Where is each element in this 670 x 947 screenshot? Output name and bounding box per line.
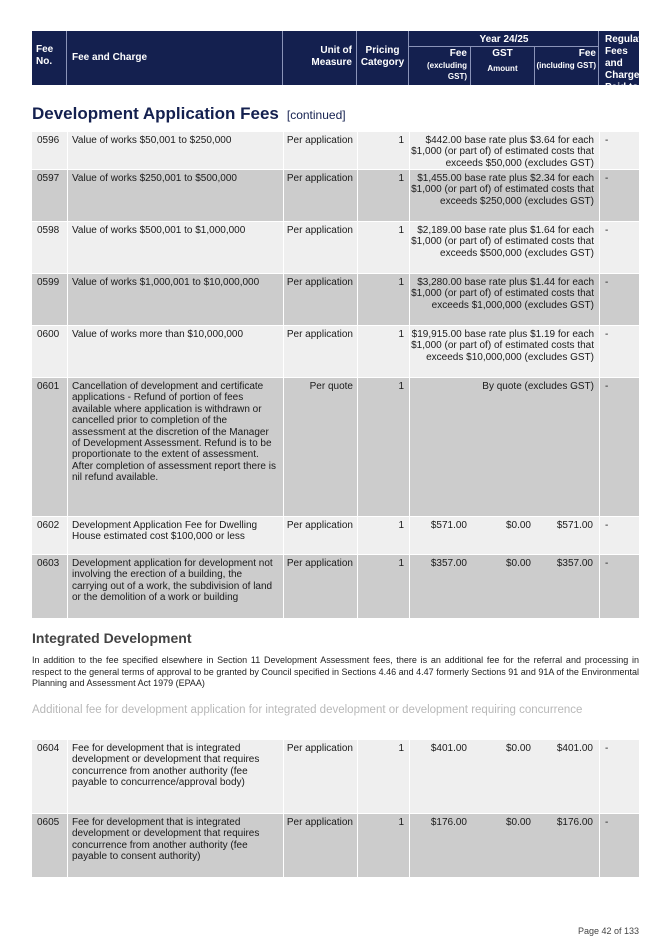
fee-description-cell: Value of works $50,001 to $250,000 (72, 135, 232, 146)
column-divider (599, 132, 600, 169)
header-fee-excl (409, 46, 471, 85)
table-row (32, 517, 639, 555)
fee-excl-cell: $571.00 (430, 520, 467, 531)
header-gst-label: GST (492, 48, 513, 59)
pricing-category-cell: 1 (398, 381, 404, 392)
table-row (32, 132, 639, 170)
pricing-category-cell: 1 (398, 743, 404, 754)
header-gst-note: Amount (487, 64, 518, 73)
unit-cell: Per application (286, 225, 353, 236)
pricing-category-cell: 1 (398, 277, 404, 288)
header-fee-incl-label: Fee (578, 48, 596, 59)
pricing-category-cell: 1 (398, 225, 404, 236)
integrated-title: Integrated Development (32, 630, 192, 646)
table-row (32, 814, 639, 878)
column-divider (357, 378, 358, 516)
table-row (32, 222, 639, 274)
column-divider (67, 555, 68, 618)
column-divider (599, 378, 600, 516)
table-row (32, 378, 639, 517)
table-row (32, 274, 639, 326)
pricing-category-cell: 1 (398, 173, 404, 184)
header-fee-excl-note: (excluding GST) (426, 61, 467, 81)
column-divider (67, 274, 68, 325)
column-divider (67, 517, 68, 554)
header-fee-no: Fee No. (32, 31, 67, 85)
column-divider (599, 517, 600, 554)
column-divider (67, 222, 68, 273)
column-divider (599, 814, 600, 877)
fee-no-cell: 0596 (37, 135, 60, 146)
regulatory-cell: - (605, 277, 609, 288)
column-divider (599, 274, 600, 325)
page-number: Page 42 of 133 (577, 926, 639, 936)
fee-no-cell: 0597 (37, 173, 60, 184)
column-divider (67, 326, 68, 377)
pricing-category-cell: 1 (398, 817, 404, 828)
section-continued: [continued] (286, 108, 346, 122)
fee-text-cell: $2,189.00 base rate plus $1.64 for each $1,000 (or part of) of estimated costs that exceeds $500,000 (excludes GST) (411, 225, 594, 259)
fee-incl-cell: $357.00 (556, 558, 593, 569)
fee-text-cell: $3,280.00 base rate plus $1.44 for each $1,000 (or part of) of estimated costs that exceeds $1,000,000 (excludes GST) (411, 277, 594, 311)
column-divider (409, 378, 410, 516)
column-divider (599, 222, 600, 273)
regulatory-cell: - (605, 743, 609, 754)
fee-no-cell: 0598 (37, 225, 60, 236)
integrated-subtitle: Additional fee for development application for integrated development or development requiring concurrence (32, 704, 583, 716)
fee-text-cell: $19,915.00 base rate plus $1.19 for each $1,000 (or part of) of estimated costs that exceeds $10,000,000 (excludes GST) (411, 329, 594, 363)
gst-cell: $0.00 (505, 520, 531, 531)
column-divider (599, 555, 600, 618)
fee-no-cell: 0600 (37, 329, 60, 340)
fee-no-cell: 0602 (37, 520, 60, 531)
fee-excl-cell: $401.00 (430, 743, 467, 754)
regulatory-cell: - (605, 817, 609, 828)
fee-incl-cell: $571.00 (556, 520, 593, 531)
fee-no-cell: 0604 (37, 743, 60, 754)
fee-description-cell: Value of works $500,001 to $1,000,000 (72, 225, 246, 236)
fee-description-cell: Value of works $250,001 to $500,000 (72, 173, 237, 184)
column-divider (67, 740, 68, 813)
table-row (32, 326, 639, 378)
integrated-fee-table (32, 740, 639, 878)
pricing-category-cell: 1 (398, 329, 404, 340)
unit-cell: Per application (286, 817, 353, 828)
fee-no-cell: 0599 (37, 277, 60, 288)
fee-text-cell: By quote (excludes GST) (482, 381, 594, 392)
header-pricing-category: Pricing Category (357, 31, 409, 85)
unit-cell: Per application (286, 743, 353, 754)
pricing-category-cell: 1 (398, 135, 404, 146)
gst-cell: $0.00 (505, 817, 531, 828)
unit-cell: Per application (286, 277, 353, 288)
regulatory-cell: - (605, 225, 609, 236)
unit-cell: Per application (286, 329, 353, 340)
unit-cell: Per quote (309, 381, 353, 392)
header-regulatory: Regulatory Fees and Charges Paid to (605, 34, 658, 93)
fee-excl-cell: $357.00 (430, 558, 467, 569)
fee-description-cell: Development Application Fee for Dwelling House estimated cost $100,000 or less (72, 520, 258, 543)
table-header (32, 31, 658, 93)
fee-text-cell: $1,455.00 base rate plus $2.34 for each $1,000 (or part of) of estimated costs that exceeds $250,000 (excludes GST) (411, 173, 594, 207)
fee-no-cell: 0603 (37, 558, 60, 569)
column-divider (67, 132, 68, 169)
section-title (32, 104, 346, 124)
table-row (32, 170, 639, 222)
regulatory-cell: - (605, 558, 609, 569)
regulatory-cell: - (605, 381, 609, 392)
unit-cell: Per application (286, 135, 353, 146)
table-row (32, 555, 639, 619)
fee-description-cell: Development application for development not involving the erection of a building, the carrying out of a work, the subdivision of land or the demolition of a work or building (72, 558, 273, 604)
integrated-paragraph: In addition to the fee specified elsewhere in Section 11 Development Assessment fees, there is an additional fee for the referral and processing in respect to the general terms of approval to be granted by Council specified in Sections 4.46 and 4.47 formerly Sections 91 and 91A of the Environmental Planning and Assessment Act 1979 (EPAA) (32, 655, 639, 688)
pricing-category-cell: 1 (398, 558, 404, 569)
header-fee-incl-note: (including GST) (536, 61, 596, 70)
table-row (32, 740, 639, 814)
header-unit-of-measure: Unit of Measure (283, 31, 357, 85)
header-fee-and-charge: Fee and Charge (67, 31, 283, 85)
column-divider (599, 170, 600, 221)
fee-text-cell: $442.00 base rate plus $3.64 for each $1,000 (or part of) of estimated costs that exceeds $50,000 (excludes GST) (411, 135, 594, 169)
column-divider (67, 170, 68, 221)
column-divider (67, 378, 68, 516)
unit-cell: Per application (286, 173, 353, 184)
regulatory-cell: - (605, 520, 609, 531)
pricing-category-cell: 1 (398, 520, 404, 531)
fee-no-cell: 0601 (37, 381, 60, 392)
fee-incl-cell: $401.00 (556, 743, 593, 754)
fee-no-cell: 0605 (37, 817, 60, 828)
gst-cell: $0.00 (505, 743, 531, 754)
header-fee-excl-label: Fee (449, 48, 467, 59)
column-divider (283, 378, 284, 516)
unit-cell: Per application (286, 558, 353, 569)
fee-table (32, 132, 639, 619)
header-year: Year 24/25 (409, 31, 599, 47)
unit-cell: Per application (286, 520, 353, 531)
regulatory-cell: - (605, 173, 609, 184)
header-gst (471, 46, 535, 85)
fee-description-cell: Value of works more than $10,000,000 (72, 329, 244, 340)
header-year-group (409, 31, 599, 85)
gst-cell: $0.00 (505, 558, 531, 569)
section-title-text: Development Application Fees (32, 104, 279, 123)
header-fee-incl (535, 46, 599, 85)
fee-description-cell: Fee for development that is integrated development or development that requires concurrence from another authority (fee payable to concurrence/approval body) (72, 743, 260, 789)
column-divider (67, 814, 68, 877)
column-divider (599, 326, 600, 377)
regulatory-cell: - (605, 135, 609, 146)
fee-incl-cell: $176.00 (556, 817, 593, 828)
fee-description-cell: Fee for development that is integrated development or development that requires concurrence from another authority (fee payable to consent authority) (72, 817, 260, 863)
regulatory-cell: - (605, 329, 609, 340)
fee-description-cell: Cancellation of development and certificate applications - Refund of portion of fees available where application is withdrawn or cancelled prior to completion of the assessment at the discretion of the Manager of Development Assessment. Refund is to be proportionate to the extent of assessment. After completion of assessment report there is nil refund available. (72, 381, 276, 484)
fee-excl-cell: $176.00 (430, 817, 467, 828)
fee-description-cell: Value of works $1,000,001 to $10,000,000 (72, 277, 260, 288)
column-divider (599, 740, 600, 813)
